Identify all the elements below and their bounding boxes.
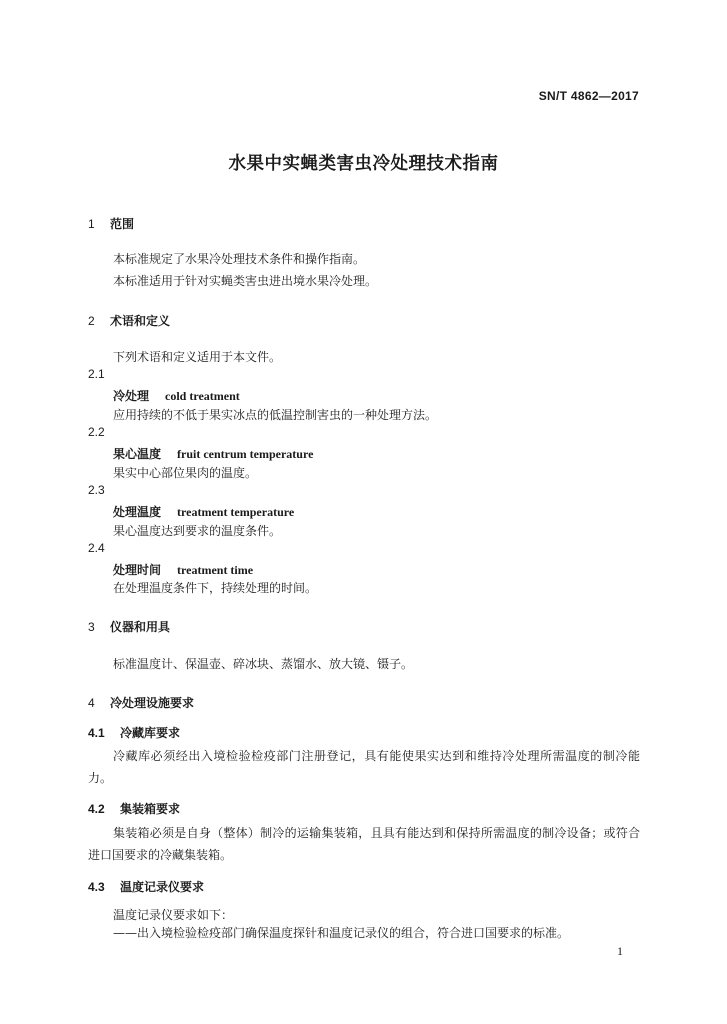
term-entry [113,387,240,404]
subsection-title: 温度记录仪要求 [120,880,205,894]
section-2-heading [88,312,170,329]
term-entry [113,561,253,578]
subsection-4-1-heading [88,724,180,741]
term-chinese: 处理温度 [113,505,162,519]
subsection-title: 集装箱要求 [120,802,181,816]
paragraph: 集装箱必须是自身（整体）制冷的运输集装箱，且具有能达到和保持所需温度的制冷设备；或符合进口国要求的冷藏集装箱。 [88,826,640,862]
term-entry [113,503,294,520]
term-english: fruit centrum temperature [177,447,314,461]
section-number: 1 [88,217,95,231]
section-title: 范围 [110,217,135,231]
standard-number: SN/T 4862—2017 [538,89,639,103]
term-number: 2.1 [88,367,105,381]
term-number: 2.2 [88,425,105,439]
subsection-title: 冷藏库要求 [120,726,181,740]
section-number: 3 [88,620,95,634]
term-entry [113,445,313,462]
paragraph: 冷藏库必须经出入境检验检疫部门注册登记，具有能使果实达到和维持冷处理所需温度的制冷能力。 [88,749,640,785]
term-chinese: 果心温度 [113,447,162,461]
term-chinese: 处理时间 [113,563,162,577]
section-number: 2 [88,314,95,328]
document-title: 水果中实蝇类害虫冷处理技术指南 [228,154,499,174]
section-1-heading [88,215,134,232]
paragraph: 温度记录仪要求如下： [113,908,234,922]
section-title: 冷处理设施要求 [110,696,195,710]
subsection-number: 4.2 [88,802,105,816]
term-english: treatment temperature [177,505,295,519]
term-definition: 果实中心部位果肉的温度。 [113,466,258,480]
subsection-4-2-heading [88,800,180,817]
term-number: 2.3 [88,483,105,497]
paragraph: 下列术语和定义适用于本文件。 [113,350,282,364]
term-english: treatment time [177,563,254,577]
subsection-4-3-heading [88,878,204,895]
page-number: 1 [617,944,623,958]
term-definition: 在处理温度条件下，持续处理的时间。 [113,581,318,595]
term-chinese: 冷处理 [113,389,150,403]
paragraph: 本标准适用于针对实蝇类害虫进出境水果冷处理。 [113,274,378,288]
section-number: 4 [88,696,95,710]
subsection-number: 4.1 [88,726,105,740]
subsection-number: 4.3 [88,880,105,894]
term-english: cold treatment [165,389,240,403]
section-title: 仪器和用具 [110,620,171,634]
term-definition: 果心温度达到要求的温度条件。 [113,524,282,538]
section-title: 术语和定义 [110,314,171,328]
section-3-heading [88,618,170,635]
term-number: 2.4 [88,541,105,555]
paragraph: 标准温度计、保温壶、碎冰块、蒸馏水、放大镜、镊子。 [113,657,414,671]
paragraph: 本标准规定了水果冷处理技术条件和操作指南。 [113,252,366,266]
list-item: ——出入境检验检疫部门确保温度探针和温度记录仪的组合，符合进口国要求的标准。 [113,926,570,940]
term-definition: 应用持续的不低于果实冰点的低温控制害虫的一种处理方法。 [113,408,438,422]
section-4-heading [88,694,194,711]
